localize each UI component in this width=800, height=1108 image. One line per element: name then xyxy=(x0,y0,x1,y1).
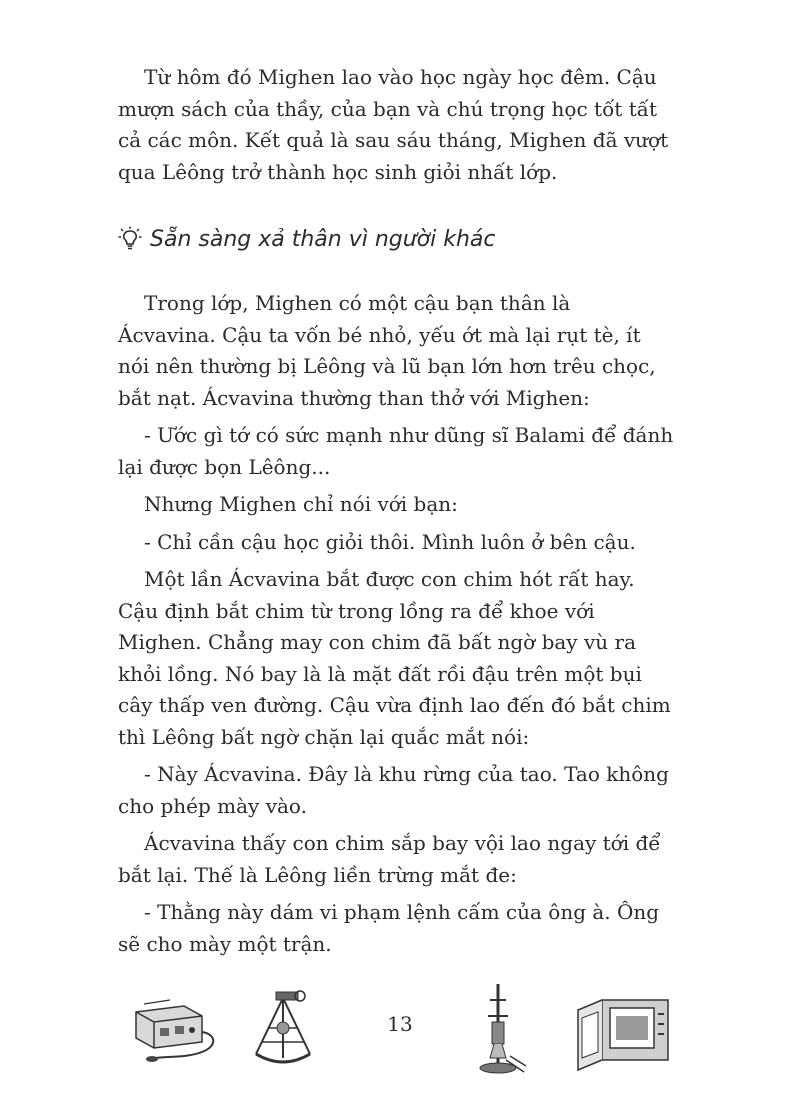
paragraph: Nhưng Mighen chỉ nói với bạn: xyxy=(144,492,458,516)
paragraph: - Ước gì tớ có sức mạnh như dũng sĩ Balami để đánh lại được bọn Lêông... xyxy=(118,423,674,479)
intro-text xyxy=(118,62,674,188)
paragraph: Một lần Ácvavina bắt được con chim hót rất hay. Cậu định bắt chim từ trong lồng ra để khoe với Mighen. Chẳng may con chim đã bất ngờ bay vù ra khỏi lồng. Nó bay là là mặt đất rồi đậu trên một bụi cây thấp ven đường. Cậu vừa định lao đến đó bắt chim thì Lêông bất ngờ chặn lại quắc mắt nói: xyxy=(118,567,671,749)
story-text xyxy=(118,288,674,960)
paragraph: - Thằng này dám vi phạm lệnh cấm của ông à. Ông sẽ cho mày một trận. xyxy=(118,900,660,956)
section-heading xyxy=(118,226,496,252)
intro-paragraph: Từ hôm đó Mighen lao vào học ngày học đêm. Cậu mượn sách của thầy, của bạn và chú trọng học tốt tất cả các môn. Kết quả là sau sáu tháng, Mighen đã vượt qua Lêông trở thành học sinh giỏi nhất lớp. xyxy=(118,65,669,184)
paragraph: Trong lớp, Mighen có một cậu bạn thân là Ácvavina. Cậu ta vốn bé nhỏ, yếu ớt mà lại rụt tè, ít nói nên thường bị Lêông và lũ bạn lớn hơn trêu chọc, bắt nạt. Ácvavina thường than thở với Mighen: xyxy=(118,291,656,410)
paragraph: - Chỉ cần cậu học giỏi thôi. Mình luôn ở bên cậu. xyxy=(144,529,636,554)
section-heading-text: Sẵn sàng xả thân vì người khác xyxy=(150,226,496,252)
lightbulb-icon xyxy=(118,226,142,252)
paragraph: - Này Ácvavina. Đây là khu rừng của tao. Tao không cho phép mày vào. xyxy=(118,762,669,818)
page-number: 13 xyxy=(387,1012,413,1036)
paragraph: Ácvavina thấy con chim sắp bay vội lao ngay tới để bắt lại. Thế là Lêông liền trừng mắt đe: xyxy=(118,831,661,887)
